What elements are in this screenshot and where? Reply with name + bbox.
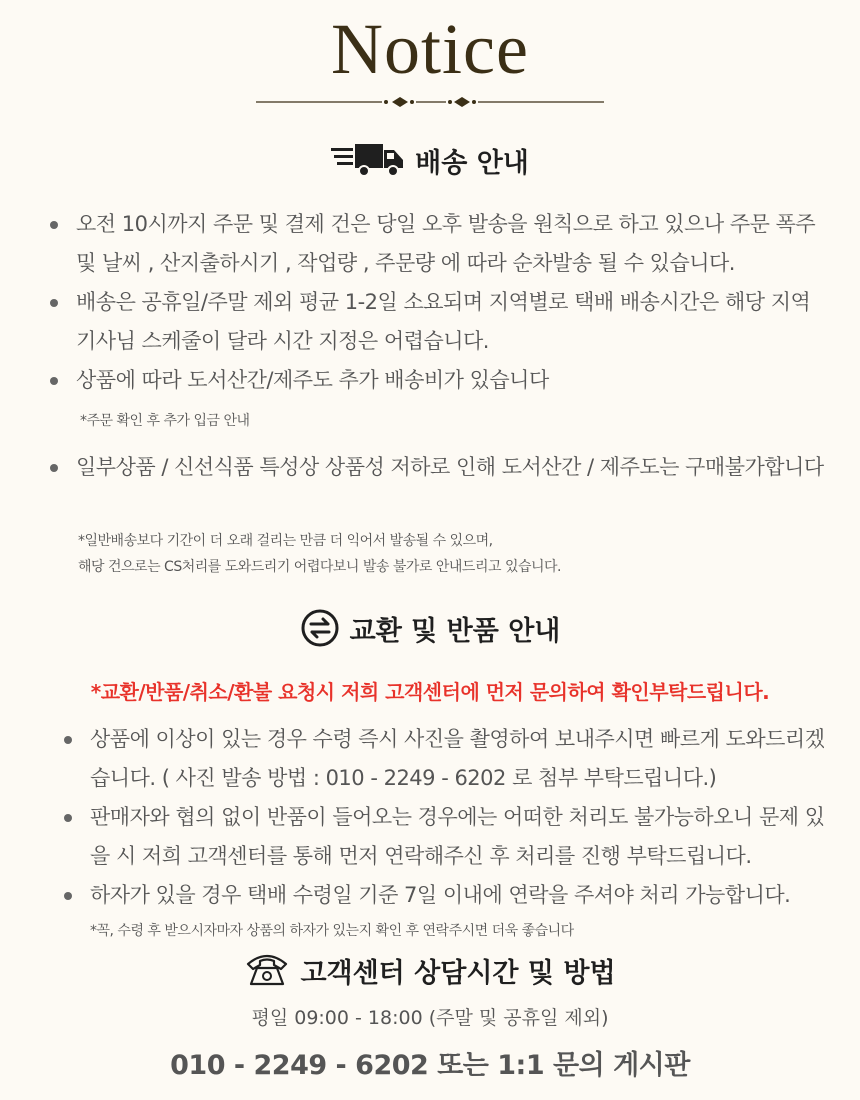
exchange-heading [0,608,860,648]
contact-heading-text: 고객센터 상담시간 및 방법 [300,957,616,989]
contact-phone: 010 - 2249 - 6202 또는 1:1 문의 게시판 [170,1050,690,1081]
note-line: *일반배송보다 기간이 더 오래 걸리는 만큼 더 익어서 발송될 수 있으며, [78,533,493,549]
exchange-arrows-icon [300,608,340,648]
page-title: Notice [331,9,529,89]
exchange-heading-text: 교환 및 반품 안내 [349,615,561,647]
telephone-icon [244,950,290,990]
contact-heading [0,950,860,990]
list-item: 일부상품 / 신선식품 특성상 상품성 저하로 인해 도서산간 / 제주도는 구매불가합니다 [48,448,824,487]
delivery-truck-icon [331,140,405,180]
list-item: 판매자와 협의 없이 반품이 들어오는 경우에는 어떠한 처리도 불가능하오니 문제 있을 시 저희 고객센터를 통해 먼저 연락해주신 후 처리를 진행 부탁드립니다. [62,798,838,876]
shipping-note-2 [78,528,561,580]
shipping-heading [0,140,860,180]
shipping-heading-text: 배송 안내 [415,147,529,179]
note-line: 해당 건으로는 CS처리를 도와드리기 어렵다보니 발송 불가로 안내드리고 있습니다. [78,559,562,575]
list-item: 하자가 있을 경우 택배 수령일 기준 7일 이내에 연락을 주셔야 처리 가능합니다. [62,876,838,915]
shipping-list-2 [48,448,824,487]
exchange-warning: *교환/반품/취소/환불 요청시 저희 고객센터에 먼저 문의하여 확인부탁드립니다. [90,680,770,704]
ornament-divider-icon [256,92,604,112]
exchange-list [62,720,838,915]
list-item: 상품에 따라 도서산간/제주도 추가 배송비가 있습니다 [48,361,824,400]
list-item: 배송은 공휴일/주말 제외 평균 1-2일 소요되며 지역별로 택배 배송시간은 해당 지역 기사님 스케줄이 달라 시간 지정은 어렵습니다. [48,283,824,361]
list-item: 오전 10시까지 주문 및 결제 건은 당일 오후 발송을 원칙으로 하고 있으나 주문 폭주 및 날씨 , 산지출하시기 , 작업량 , 주문량 에 따라 순차발송 될 수 있습니다. [48,205,824,283]
contact-hours: 평일 09:00 - 18:00 (주말 및 공휴일 제외) [251,1007,609,1029]
list-item: 상품에 이상이 있는 경우 수령 즉시 사진을 촬영하여 보내주시면 빠르게 도와드리겠습니다. ( 사진 발송 방법 : 010 - 2249 - 6202 로 첨부 부탁드립니다.) [62,720,838,798]
exchange-note: *꼭, 수령 후 받으시자마자 상품의 하자가 있는지 확인 후 연락주시면 더욱 좋습니다 [90,923,574,939]
shipping-list [48,205,824,400]
shipping-note: *주문 확인 후 추가 입금 안내 [80,413,250,429]
